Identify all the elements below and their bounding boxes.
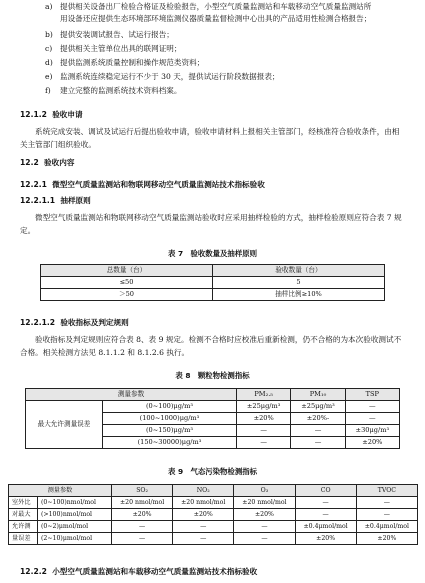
table-header-row bbox=[26, 389, 400, 401]
section-number: 12.2.2 bbox=[20, 567, 47, 576]
list-item-text: 建立完整的监测系统技术资料档案。 bbox=[60, 86, 182, 95]
table-header: PM₁₀ bbox=[291, 389, 345, 401]
table-header-row bbox=[9, 485, 418, 497]
table-cell: ±20% bbox=[356, 533, 417, 545]
table-row bbox=[9, 521, 418, 533]
list-marker: e) bbox=[45, 72, 53, 81]
table-cell: — bbox=[234, 533, 295, 545]
table-header: 验收数量（台） bbox=[213, 265, 385, 277]
table-cell: ±20% bbox=[173, 509, 234, 521]
table-row bbox=[9, 509, 418, 521]
table-header: 总数量（台） bbox=[41, 265, 213, 277]
paragraph: 微型空气质量监测站和物联网移动空气质量监测站验收时应采用抽样检验的方式，抽样检验原则应符合表 7 规定。 bbox=[20, 213, 402, 235]
table-header: 测量参数 bbox=[26, 389, 237, 401]
list-marker: c) bbox=[45, 44, 53, 53]
list-item-text: 提供安装调试报告、试运行报告； bbox=[60, 30, 174, 39]
section-title: 小型空气质量监测站和车载移动空气质量监测站技术指标验收 bbox=[52, 567, 258, 576]
paragraph: 验收指标及判定规则应符合表 8、表 9 规定。检测不合格时应校准后重新检测，仍不合格的为本次验收测试不合格。相关检测方法见 8.1.1.2 和 8.1.2.6 执行。 bbox=[20, 335, 402, 357]
table-row bbox=[41, 277, 385, 289]
table-header: O₃ bbox=[234, 485, 295, 497]
table-header: TSP bbox=[345, 389, 399, 401]
section-number: 12.2.1.2 bbox=[20, 318, 56, 327]
table-cell: ＞50 bbox=[41, 289, 213, 301]
table-cell: ±20% bbox=[237, 413, 291, 425]
section-heading-12-2-1-2 bbox=[20, 318, 129, 328]
table-cell: ±25μg/m³ bbox=[237, 401, 291, 413]
list-marker: f) bbox=[45, 86, 51, 95]
row-group-label: 对最大 bbox=[9, 509, 38, 521]
section-heading-12-1-2 bbox=[20, 110, 83, 120]
table-cell: (0~150)μg/m³ bbox=[103, 425, 237, 437]
list-item-text: 用设备还应提供生态环境部环境监测仪器质量监督检测中心出具的产品适用性检测合格报告； bbox=[60, 14, 372, 23]
table-header: PM₂.₅ bbox=[237, 389, 291, 401]
table-row bbox=[26, 401, 400, 413]
section-title: 微型空气质量监测站和物联网移动空气质量监测站技术指标验收 bbox=[52, 180, 265, 189]
table-cell: ±0.4μmol/mol bbox=[295, 521, 356, 533]
section-heading-12-2-2 bbox=[20, 567, 257, 577]
list-item-text: 提供相关设备出厂检验合格证及检验报告，小型空气质量监测站和车载移动空气质量监测站所 bbox=[60, 2, 372, 11]
table-row bbox=[41, 289, 385, 301]
table-cell: ±25μg/m³ bbox=[291, 401, 345, 413]
table-cell: ±20% bbox=[234, 509, 295, 521]
section-title: 验收申请 bbox=[52, 110, 83, 119]
table-header: TVOC bbox=[356, 485, 417, 497]
table-cell: — bbox=[173, 521, 234, 533]
table-cell: ±20% bbox=[345, 437, 399, 449]
section-number: 12.2.1.1 bbox=[20, 196, 56, 205]
row-group-label: 量误差 bbox=[9, 533, 38, 545]
list-marker: d) bbox=[45, 58, 53, 67]
table-caption: 表 8 颗粒物检测指标 bbox=[175, 371, 250, 380]
list-item-text: 提供相关主管单位出具的联网证明； bbox=[60, 44, 182, 53]
table-cell: (100~1000)μg/m³ bbox=[103, 413, 237, 425]
table-cell: 抽样比例≥10% bbox=[213, 289, 385, 301]
table-cell: — bbox=[112, 521, 173, 533]
table-row bbox=[9, 533, 418, 545]
table-cell: (0~100)μg/m³ bbox=[103, 401, 237, 413]
section-heading-12-2 bbox=[20, 158, 74, 168]
section-title: 验收内容 bbox=[44, 158, 75, 167]
row-group-label: 允许测 bbox=[9, 521, 38, 533]
table-cell: ±20 nmol/mol bbox=[173, 497, 234, 509]
table-header: SO₂ bbox=[112, 485, 173, 497]
table-cell: ≤50 bbox=[41, 277, 213, 289]
table-cell: ±20% bbox=[295, 533, 356, 545]
table-9 bbox=[8, 484, 418, 545]
table-caption: 表 9 气态污染物检测指标 bbox=[167, 467, 257, 476]
list-marker: b) bbox=[45, 30, 53, 39]
table-cell: — bbox=[234, 521, 295, 533]
table-cell: — bbox=[173, 533, 234, 545]
table-header: 测量参数 bbox=[9, 485, 112, 497]
section-number: 12.2 bbox=[20, 158, 39, 167]
table-cell: 5 bbox=[213, 277, 385, 289]
table-7 bbox=[40, 264, 385, 301]
table-cell: ±30μg/m³ bbox=[345, 425, 399, 437]
row-group-label: 最大允许测量误差 bbox=[26, 401, 103, 449]
table-row bbox=[9, 497, 418, 509]
table-cell: ±0.4μmol/mol bbox=[356, 521, 417, 533]
table-cell: — bbox=[356, 509, 417, 521]
section-number: 12.1.2 bbox=[20, 110, 47, 119]
table-cell: (2~10)μmol/mol bbox=[38, 533, 112, 545]
table-cell: ±20 nmol/mol bbox=[234, 497, 295, 509]
section-heading-12-2-1-1 bbox=[20, 196, 91, 206]
table-cell: — bbox=[295, 497, 356, 509]
list-item-text: 提供监测系统质量控制和操作规范类资料； bbox=[60, 58, 205, 67]
table-cell: — bbox=[237, 437, 291, 449]
table-cell: — bbox=[112, 533, 173, 545]
table-cell: — bbox=[345, 413, 399, 425]
table-cell: ±20%- bbox=[291, 413, 345, 425]
list-marker: a) bbox=[45, 2, 53, 11]
table-header: NO₂ bbox=[173, 485, 234, 497]
table-cell: (>100)nmol/mol bbox=[38, 509, 112, 521]
table-cell: — bbox=[295, 509, 356, 521]
table-cell: — bbox=[356, 497, 417, 509]
table-caption: 表 7 验收数量及抽样原则 bbox=[167, 249, 257, 258]
list-item-text: 监测系统连续稳定运行不少于 30 天，提供试运行阶段数据报表； bbox=[60, 72, 280, 81]
table-header: CO bbox=[295, 485, 356, 497]
row-group-label: 室外比 bbox=[9, 497, 38, 509]
table-cell: — bbox=[345, 401, 399, 413]
table-cell: (150~30000)μg/m³ bbox=[103, 437, 237, 449]
table-cell: ±20% bbox=[112, 509, 173, 521]
section-number: 12.2.1 bbox=[20, 180, 47, 189]
table-header-row bbox=[41, 265, 385, 277]
section-heading-12-2-1 bbox=[20, 180, 265, 190]
table-cell: (0~100)nmol/mol bbox=[38, 497, 112, 509]
table-cell: — bbox=[237, 425, 291, 437]
table-cell: (0~2)μmol/mol bbox=[38, 521, 112, 533]
table-cell: ±20 nmol/mol bbox=[112, 497, 173, 509]
table-8 bbox=[25, 388, 400, 449]
table-cell: — bbox=[291, 437, 345, 449]
section-title: 抽样原则 bbox=[60, 196, 91, 205]
paragraph: 系统完成安装、调试及试运行后提出验收申请，验收申请材料上报相关主管部门，经核准符合验收条件，由相关主管部门组织验收。 bbox=[20, 127, 400, 149]
section-title: 验收指标及判定规则 bbox=[60, 318, 129, 327]
table-cell: — bbox=[291, 425, 345, 437]
